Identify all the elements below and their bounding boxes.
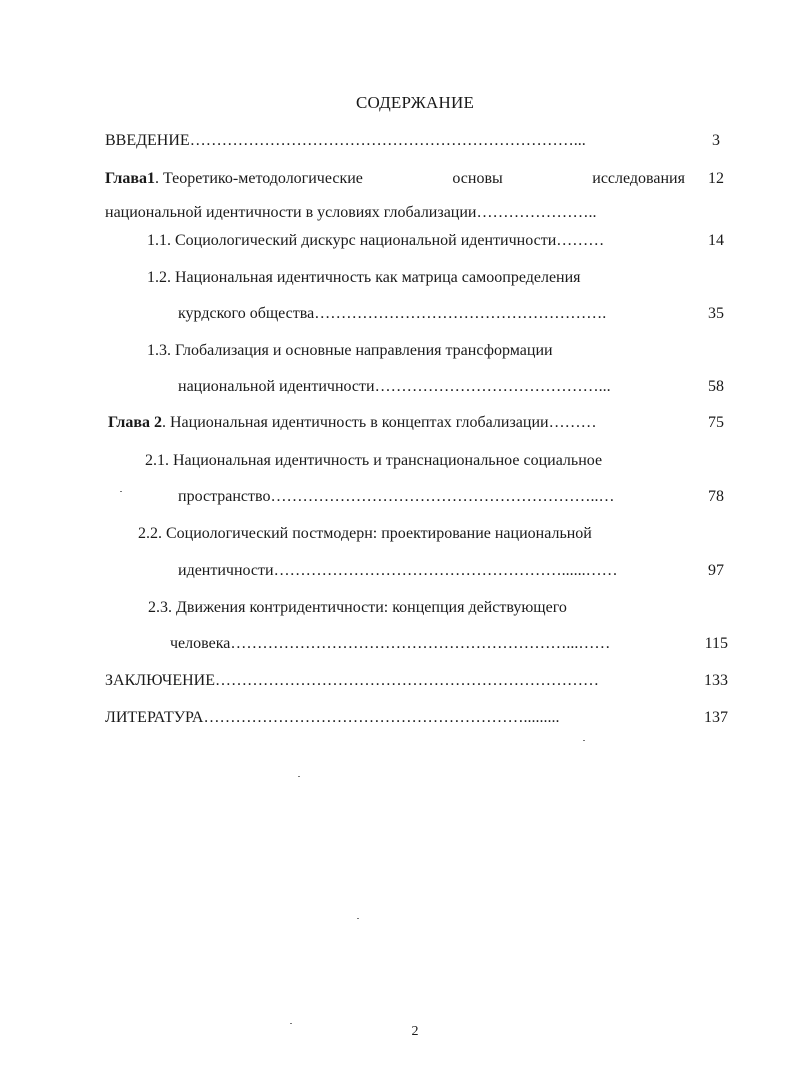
toc-entry-section-2-2-line-2: идентичности………………………………………………......…… <box>178 562 618 579</box>
toc-page-section-1-2: 35 <box>708 305 724 322</box>
chapter-1-label: Глава1 <box>105 170 155 187</box>
toc-entry-chapter-1-line-2: национальной идентичности в условиях глобализации………………….. <box>105 204 597 221</box>
toc-entry-section-2-2-line-1: 2.2. Социологический постмодерн: проектирование национальной <box>138 525 592 542</box>
toc-entry-conclusion: ЗАКЛЮЧЕНИЕ……………………………………………………………… <box>105 672 599 689</box>
scan-speck <box>298 776 300 777</box>
toc-page-intro: 3 <box>712 132 720 149</box>
chapter-2-label: Глава 2 <box>108 414 162 431</box>
page-title: СОДЕРЖАНИЕ <box>355 93 475 112</box>
toc-entry-section-1-1: 1.1. Социологический дискурс национальной идентичности……… <box>147 232 605 249</box>
toc-entry-section-2-1-line-1: 2.1. Национальная идентичность и транснациональное социальное <box>145 452 603 469</box>
toc-page-section-2-3: 115 <box>704 635 728 652</box>
chapter-1-word-1: . Теоретико-методологические <box>155 170 363 187</box>
toc-page-section-1-1: 14 <box>708 232 724 249</box>
toc-page-conclusion: 133 <box>704 672 728 689</box>
toc-entry-chapter-1-line-1 <box>105 169 685 189</box>
toc-entry-chapter-2 <box>108 413 597 433</box>
scan-speck <box>583 740 585 741</box>
toc-entry-literature: ЛИТЕРАТУРА……………………………………………………......... <box>105 709 560 726</box>
toc-entry-section-1-2-line-2: курдского общества………………………………………………. <box>178 305 607 322</box>
toc-entry-section-2-1-line-2: пространство……………………………………………………..… <box>178 488 615 505</box>
toc-entry-section-1-3-line-2: национальной идентичности……………………………………... <box>178 378 611 395</box>
toc-entry-section-2-3-line-2: человека………………………………………………………...…… <box>170 635 611 652</box>
toc-page-section-1-3: 58 <box>708 378 724 395</box>
toc-entry-section-1-2-line-1: 1.2. Национальная идентичность как матрица самоопределения <box>147 269 581 286</box>
chapter-1-word-3: исследования <box>592 170 685 187</box>
toc-entry-section-1-3-line-1: 1.3. Глобализация и основные направления трансформации <box>147 342 553 359</box>
toc-entry-section-2-3-line-1: 2.3. Движения контридентичности: концепция действующего <box>148 599 567 616</box>
scan-speck <box>120 491 122 492</box>
toc-page-section-2-2: 97 <box>708 562 724 579</box>
toc-page-chapter-1: 12 <box>708 170 724 187</box>
toc-page-literature: 137 <box>704 709 728 726</box>
toc-page-section-2-1: 78 <box>708 488 724 505</box>
toc-entry-intro: ВВЕДЕНИЕ………………………………………………………………... <box>105 132 586 149</box>
toc-page-chapter-2: 75 <box>708 414 724 431</box>
page-number: 2 <box>411 1024 419 1039</box>
chapter-1-word-2: основы <box>452 170 503 187</box>
scan-speck <box>357 918 359 919</box>
chapter-2-title: . Национальная идентичность в концептах глобализации……… <box>162 414 597 431</box>
